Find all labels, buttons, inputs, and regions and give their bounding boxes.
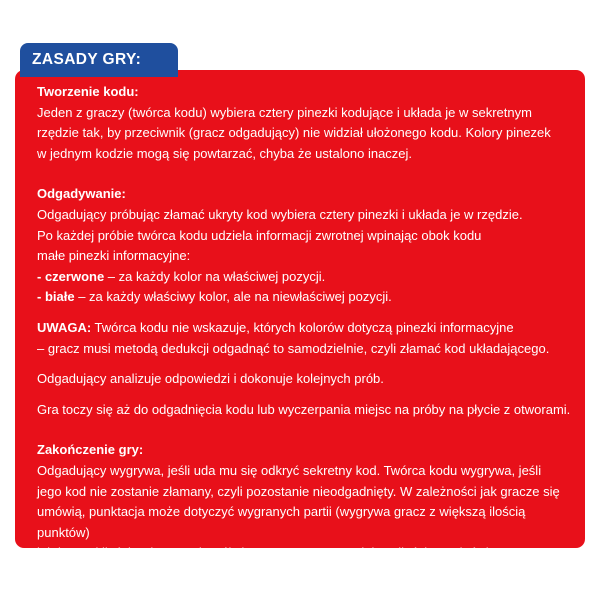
red-pin-rule xyxy=(37,267,577,288)
creation-line: rzędzie tak, by przeciwnik (gracz odgadujący) nie widział ułożonego kodu. Kolory pinezek xyxy=(37,125,551,141)
ending-line: umówią, punktacja może dotyczyć wygranych partii (wygrywa gracz z większą ilością punktów) xyxy=(37,504,526,540)
white-pin-text: – za każdy właściwy kolor, ale na niewłaściwej pozycji. xyxy=(74,289,392,305)
note-label: UWAGA: xyxy=(37,319,92,335)
guessing-line: małe pinezki informacyjne: xyxy=(37,248,191,264)
creation-line: Jeden z graczy (twórca kodu) wybiera cztery pinezki kodujące i układa je w sekretnym xyxy=(37,104,532,120)
guessing-line: Po każdej próbie twórca kodu udziela informacji zwrotnej wpinając obok kodu xyxy=(37,227,482,243)
ending-line: Odgadujący wygrywa, jeśli uda mu się odkryć sekretny kod. Twórca kodu wygrywa, jeśli xyxy=(37,462,542,478)
analysis-line: Odgadujący analizuje odpowiedzi i dokonuje kolejnych prób. xyxy=(37,371,384,387)
ending-line: jego kod nie zostanie złamany, czyli pozostanie nieodgadnięty. W zależności jak gracze się xyxy=(37,483,560,499)
rules-title-tab xyxy=(20,43,178,77)
white-pin-label: - białe xyxy=(37,289,75,305)
continuation-line: Gra toczy się aż do odgadnięcia kodu lub wyczerpania miejsc na próby na płycie z otworami. xyxy=(37,401,571,417)
ending-line: lub łącznej ilości wykonanych prób (wygrywa gracz z mniejszą ilością punktów). xyxy=(37,545,495,561)
creation-heading: Tworzenie kodu: xyxy=(37,84,139,99)
red-pin-label: - czerwone xyxy=(37,268,105,284)
red-pin-text: – za każdy kolor na właściwej pozycji. xyxy=(104,268,326,284)
note-line: – gracz musi metodą dedukcji odgadnąć to samodzielnie, czyli złamać kod układającego. xyxy=(37,340,550,356)
ending-heading: Zakończenie gry: xyxy=(37,442,144,458)
note-text: Twórca kodu nie wskazuje, których kolorów dotyczą pinezki informacyjne xyxy=(91,319,514,335)
creation-line: w jednym kodzie mogą się powtarzać, chyba że ustalono inaczej. xyxy=(37,145,413,161)
rules-title: ZASADY GRY: xyxy=(32,51,142,68)
guessing-line: Odgadujący próbując złamać ukryty kod wybiera cztery pinezki i układa je w rzędzie. xyxy=(37,206,523,222)
rules-content xyxy=(37,82,577,564)
note-line xyxy=(37,318,577,339)
guessing-heading: Odgadywanie: xyxy=(37,186,126,202)
white-pin-rule xyxy=(37,287,577,308)
